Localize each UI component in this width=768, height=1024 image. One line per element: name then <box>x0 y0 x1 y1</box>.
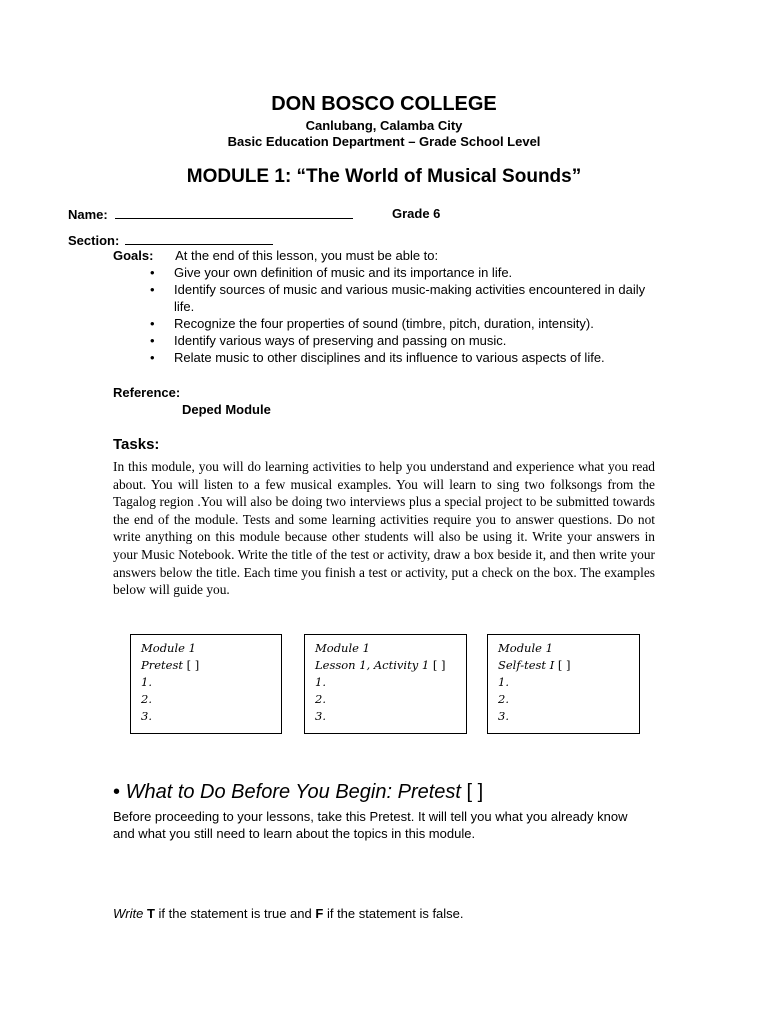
example-item: 3. <box>315 709 326 723</box>
tasks-paragraph: In this module, you will do learning activities to help you understand and experience what you read about. You will listen to a few musical examples. You will learn to sing two folksongs from the Tagalog region .You will also be doing two interviews plus a special project to be submitted towards the end of the module. Tests and some learning activities require you to answer questions. Do not write anything on this module because other students will also be using it. Write your answers in your Music Notebook. Write the title of the test or activity, draw a box beside it, and then write your answers below the title. Each time you finish a test or activity, put a check on the box. The examples below will guide you. <box>113 459 655 598</box>
name-label: Name: <box>68 207 108 222</box>
reference-value: Deped Module <box>182 402 271 417</box>
goal-item: • Identify various ways of preserving and passing on music. <box>148 332 668 349</box>
goal-item: • Identify sources of music and various music-making activities encountered in daily life. <box>148 281 668 315</box>
pretest-instruction <box>113 906 464 921</box>
section-label: Section: <box>68 233 120 248</box>
instruction-f: F <box>315 906 324 921</box>
example-checkbox: [ ] <box>557 658 571 672</box>
example-item: 3. <box>141 709 152 723</box>
school-address: Canlubang, Calamba City <box>305 118 463 133</box>
grade-label: Grade 6 <box>392 206 441 221</box>
example-item: 2. <box>141 692 152 706</box>
example-checkbox: [ ] <box>186 658 200 672</box>
name-field <box>68 206 353 222</box>
example-title-line <box>498 657 629 674</box>
pretest-heading <box>113 781 483 804</box>
name-blank-line <box>115 206 353 219</box>
example-title-line <box>141 657 271 674</box>
goals-header <box>113 248 438 263</box>
section-field <box>68 232 273 248</box>
department-line: Basic Education Department – Grade School Level <box>227 134 541 149</box>
instruction-mid: if the statement is true and <box>158 906 312 921</box>
example-item: 1. <box>498 675 509 689</box>
example-module: Module 1 <box>498 641 553 655</box>
bullet-icon: • <box>113 781 121 803</box>
goals-label: Goals: <box>113 248 154 263</box>
instruction-end: if the statement is false. <box>326 906 464 921</box>
module-title: MODULE 1: “The World of Musical Sounds” <box>186 166 582 187</box>
school-name: DON BOSCO COLLEGE <box>271 93 497 115</box>
example-title: Pretest <box>141 658 183 672</box>
example-title: Lesson 1, Activity 1 <box>315 658 430 672</box>
goal-item: • Give your own definition of music and its importance in life. <box>148 264 668 281</box>
example-item: 1. <box>141 675 152 689</box>
example-box-selftest <box>487 634 640 734</box>
example-title-line <box>315 657 456 674</box>
goal-item: • Recognize the four properties of sound (timbre, pitch, duration, intensity). <box>148 315 668 332</box>
tasks-heading: Tasks: <box>113 436 160 453</box>
instruction-write: Write <box>113 906 144 921</box>
example-box-lesson <box>304 634 467 734</box>
pretest-checkbox: [ ] <box>466 781 484 803</box>
goals-list <box>148 264 668 366</box>
example-module: Module 1 <box>315 641 370 655</box>
example-module: Module 1 <box>141 641 196 655</box>
instruction-t: T <box>146 906 155 921</box>
example-box-pretest <box>130 634 282 734</box>
example-item: 3. <box>498 709 509 723</box>
example-item: 2. <box>315 692 326 706</box>
pretest-paragraph: Before proceeding to your lessons, take this Pretest. It will tell you what you already know and what you still need to learn about the topics in this module. <box>113 809 628 841</box>
goal-item: • Relate music to other disciplines and its influence to various aspects of life. <box>148 349 668 366</box>
reference-label: Reference: <box>113 385 181 400</box>
section-blank-line <box>125 232 273 245</box>
pretest-heading-text: What to Do Before You Begin: Pretest <box>125 781 461 803</box>
example-title: Self-test I <box>498 658 555 672</box>
example-item: 2. <box>498 692 509 706</box>
example-checkbox: [ ] <box>432 658 446 672</box>
goals-intro: At the end of this lesson, you must be able to: <box>175 248 439 263</box>
example-item: 1. <box>315 675 326 689</box>
